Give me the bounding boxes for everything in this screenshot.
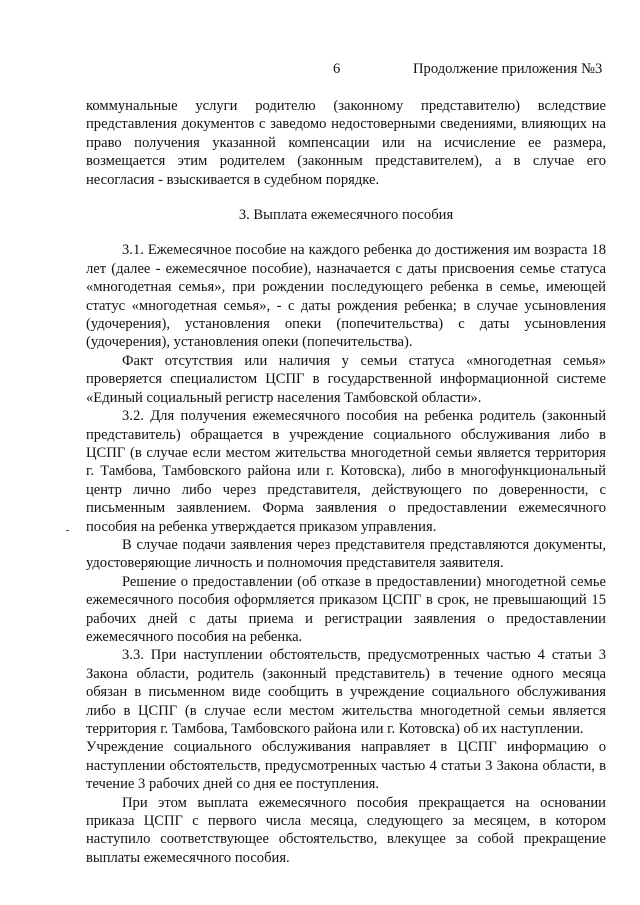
- header-title: Продолжение приложения №3: [413, 61, 603, 77]
- page-header: [0, 60, 640, 80]
- section-heading: 3. Выплата ежемесячного пособия: [238, 207, 454, 224]
- paragraph-continuation: коммунальные услуги родителю (законному представителю) вследствие представления документов с заведомо недостоверными сведениями, влияющих на право получения указанной компенсации или на исчисление ее размера, возмещается этим родителем (законным представителем), а в случае его несогласия - взыскивается в судебном порядке.: [86, 98, 606, 188]
- paragraph-3-3: 3.3. При наступлении обстоятельств, предусмотренных частью 4 статьи 3 Закона области, родитель (законный представитель) в течение одного месяца обязан в письменном виде сообщить в учреждение социального обслуживания либо в ЦСПГ (в случае если местом жительства многодетной семьи является территория г. Тамбова, Тамбовского района или г. Котовска) об их наступлении.: [86, 647, 606, 737]
- paragraph-institution: Учреждение социального обслуживания направляет в ЦСПГ информацию о наступлении обстоятельств, предусмотренных частью 4 статьи 3 Закона области, в течение 3 рабочих дней со дня ее поступления.: [86, 739, 606, 793]
- page-number: 6: [333, 61, 341, 77]
- document-body: [86, 97, 606, 867]
- paragraph-termination: При этом выплата ежемесячного пособия прекращается на основании приказа ЦСПГ с первого числа месяца, следующего за месяцем, в котором наступило соответствующее обстоятельство, влекущее за собой прекращение выплаты ежемесячного пособия.: [86, 794, 606, 866]
- paragraph-status-check: Факт отсутствия или наличия у семьи статуса «многодетная семья» проверяется специалистом ЦСПГ в государственной информационной системе «Единый социальный регистр населения Тамбовской области».: [86, 352, 606, 406]
- margin-mark: [66, 530, 69, 531]
- paragraph-3-1: 3.1. Ежемесячное пособие на каждого ребенка до достижения им возраста 18 лет (далее - ежемесячное пособие), назначается с даты присвоения семье статуса «многодетная семья», при рождении последующего ребенка в семье, имеющей статус «многодетная семья», - с даты рождения ребенка; в случае усыновления (удочерения), установления опеки (попечительства) с даты усыновления (удочерения), установления опеки (попечительства).: [86, 242, 606, 351]
- paragraph-decision: Решение о предоставлении (об отказе в предоставлении) многодетной семье ежемесячного пособия оформляется приказом ЦСПГ в срок, не превышающий 15 рабочих дней с даты приема и регистрации заявления о предоставлении ежемесячного пособия на ребенка.: [86, 573, 606, 645]
- paragraph-3-2: 3.2. Для получения ежемесячного пособия на ребенка родитель (законный представитель) обращается в учреждение социального обслуживания либо в ЦСПГ (в случае если местом жительства многодетной семьи является территория г. Тамбова, Тамбовского района или г. Котовска), либо в многофункциональный центр лично либо через представителя, действующего по доверенности, с письменным заявлением. Форма заявления о предоставлении ежемесячного пособия на ребенка утверждается приказом управления.: [86, 408, 606, 535]
- paragraph-representative: В случае подачи заявления через представителя представляются документы, удостоверяющие личность и полномочия представителя заявителя.: [86, 536, 606, 572]
